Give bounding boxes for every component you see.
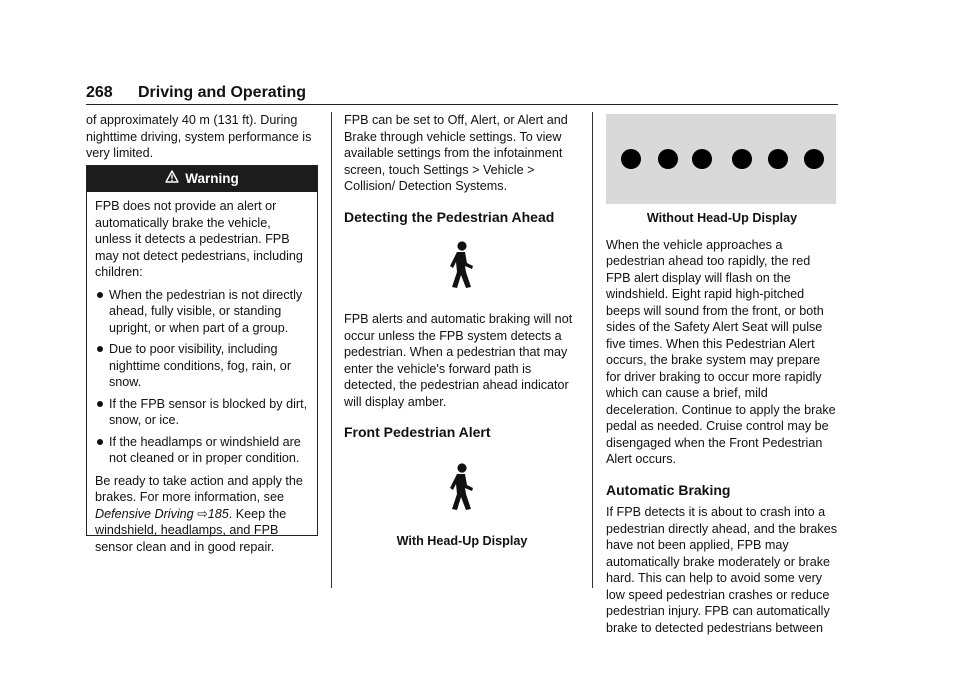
column-divider (592, 112, 593, 588)
heading-automatic-braking: Automatic Braking (606, 481, 731, 498)
figure-caption-hud: With Head-Up Display (396, 533, 528, 548)
bullet-icon (97, 401, 103, 407)
heading-detecting-pedestrian: Detecting the Pedestrian Ahead (344, 208, 555, 225)
pedestrian-icon (448, 463, 476, 511)
list-item: If the headlamps or windshield are not cleaned or in proper condition. (95, 434, 309, 467)
pedestrian-icon-figure (344, 441, 580, 531)
page-header (86, 82, 838, 105)
alert-light-icon (732, 149, 752, 169)
alert-light-icon (692, 149, 712, 169)
warning-text: FPB does not provide an alert or automatically brake the vehicle, unless it detects a pedestrian. FPB may not detect pedestrians, including children: (95, 199, 303, 279)
list-item: Due to poor visibility, including nighttime conditions, fog, rain, or snow. (95, 341, 309, 391)
pedestrian-icon (448, 241, 476, 289)
alert-paragraph: When the vehicle approaches a pedestrian ahead too rapidly, the red FPB alert display will flash on the windshield. Eight rapid high-pitched beeps will sound from the front, or both sides of the Safety Alert Seat will pulse five times. When this Pedestrian Alert occurs, the brake system may prepare for driver braking to occur more rapidly which can cause a brief, mild deceleration. Continue to apply the brake pedal as needed. Cruise control may be disengaged when the Front Pedestrian Alert occurs. (606, 237, 836, 466)
column-right (606, 210, 838, 636)
page-ref-arrow-icon: ⇨ (197, 506, 208, 521)
heading-front-pedestrian-alert: Front Pedestrian Alert (344, 424, 491, 440)
warning-header (87, 166, 317, 192)
detecting-paragraph: FPB alerts and automatic braking will not occur unless the FPB system detects a pedestrian. When a pedestrian that may enter the vehicle's forward path is detected, the pedestrian ahead indicator will display amber. (344, 312, 573, 409)
page-reference[interactable]: 185 (207, 506, 229, 521)
page-number: 268 (86, 84, 113, 101)
warning-bullet-list (95, 287, 309, 467)
warning-body (87, 192, 317, 555)
warning-title: Warning (185, 170, 239, 186)
bullet-icon (97, 292, 103, 298)
alert-light-icon (804, 149, 824, 169)
settings-paragraph: FPB can be set to Off, Alert, or Alert and Brake through vehicle settings. To view available settings from the infotainment screen, touch Settings > Vehicle > Collision/ Detection Systems. (344, 113, 568, 193)
alert-light-icon (768, 149, 788, 169)
warning-box (86, 165, 318, 554)
bullet-icon (97, 439, 103, 445)
braking-paragraph: If FPB detects it is about to crash into a pedestrian directly ahead, and the brakes have not been applied, FPB may automatically brake moderately or brake hard. This can help to avoid some very low speed pedestrian crashes or reduce pedestrian injury. FPB can automatically brake to detected pedestrians between (606, 505, 838, 635)
column-divider (331, 112, 332, 588)
figure-caption-no-hud: Without Head-Up Display (646, 211, 798, 225)
section-title: Driving and Operating (138, 84, 307, 101)
intro-paragraph: of approximately 40 m (131 ft). During nighttime driving, system performance is very limited. (86, 113, 312, 160)
column-left (86, 112, 318, 162)
list-item: If the FPB sensor is blocked by dirt, snow, or ice. (95, 396, 309, 429)
warning-closing: Be ready to take action and apply the brakes. For more information, see Defensive Driving ⇨185. Keep the windshield, headlamps, and FPB sensor clean and in good repair. (95, 473, 303, 554)
pedestrian-icon-figure (344, 225, 580, 311)
column-middle (344, 112, 580, 549)
bullet-icon (97, 346, 103, 352)
list-item: When the pedestrian is not directly ahead, fully visible, or standing upright, or when part of a group. (95, 287, 309, 337)
alert-light-icon (658, 149, 678, 169)
warning-triangle-icon (165, 170, 179, 188)
alert-light-icon (621, 149, 641, 169)
alert-display-figure (606, 114, 836, 204)
cross-reference-link[interactable]: Defensive Driving (95, 506, 194, 521)
